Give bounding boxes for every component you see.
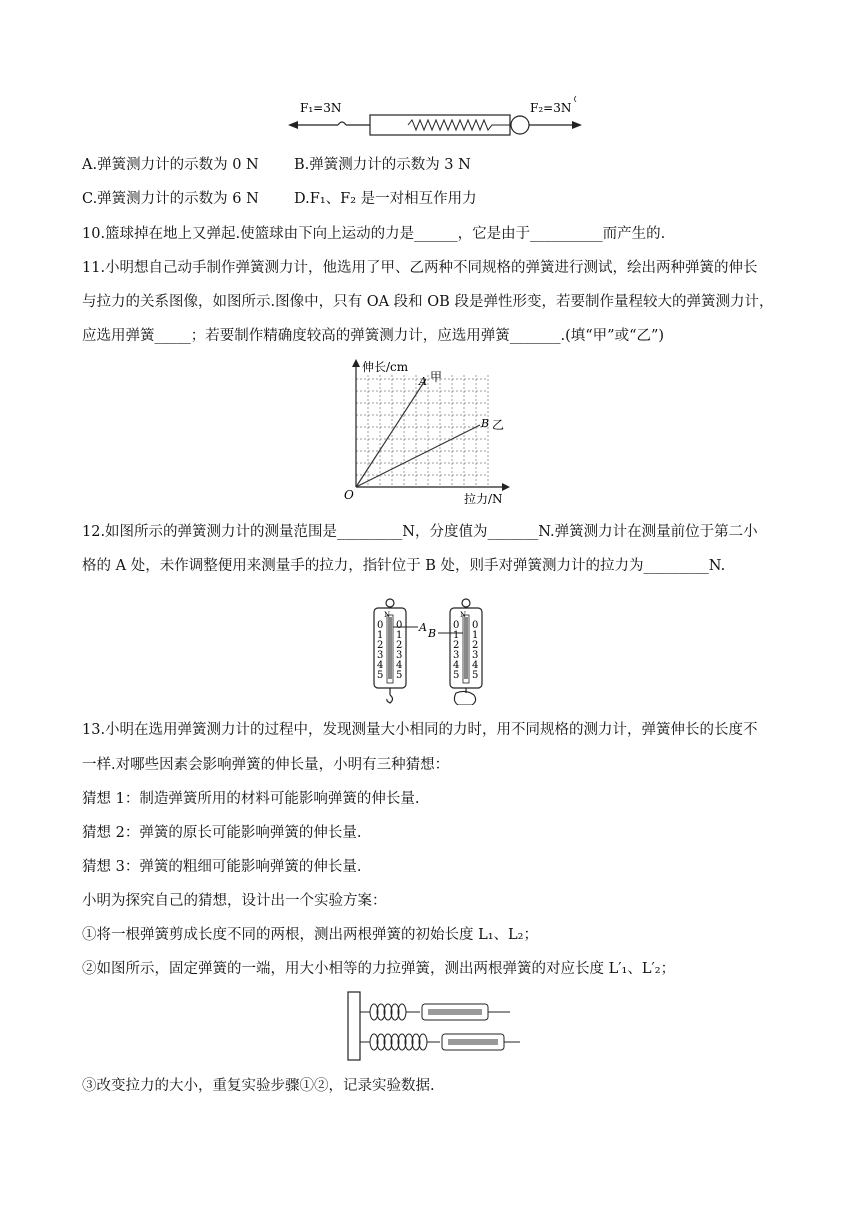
question-13-line2: 一样.对哪些因素会影响弹簧的伸长量，小明有三种猜想： bbox=[82, 757, 450, 773]
force-f1-label: F₁=3N bbox=[300, 101, 342, 115]
q9-options-row2 bbox=[82, 189, 477, 209]
q9-options-row1 bbox=[82, 155, 471, 175]
graph-xlabel: 拉力/N bbox=[464, 492, 503, 506]
right-tick-r1: 1 bbox=[472, 630, 479, 641]
left-unit: N bbox=[384, 611, 391, 619]
right-tick-r0: 0 bbox=[472, 620, 479, 631]
option-a[interactable]: A.弹簧测力计的示数为 0 N bbox=[82, 157, 259, 173]
question-11-line3: 应选用弹簧_____；若要制作精确度较高的弹簧测力计，应选用弹簧_______.(填“甲”或“乙”) bbox=[82, 328, 665, 344]
graph-label-jia: 甲 bbox=[430, 370, 443, 384]
pointer-b-label: B bbox=[428, 627, 437, 640]
right-tick-3: 3 bbox=[453, 650, 460, 661]
force-f2-label: F₂=3N bbox=[530, 101, 572, 115]
left-tick-1: 1 bbox=[377, 630, 384, 641]
guess-3: 猜想 3：弹簧的粗细可能影响弹簧的伸长量. bbox=[82, 859, 362, 875]
right-tick-5: 5 bbox=[453, 670, 460, 681]
left-tick-r5: 5 bbox=[396, 670, 403, 681]
left-tick-2: 2 bbox=[377, 640, 384, 651]
hand-icon bbox=[454, 691, 475, 705]
question-11-line1: 11.小明想自己动手制作弹簧测力计，他选用了甲、乙两种不同规格的弹簧进行测试，绘出两种弹簧的伸长 bbox=[82, 260, 758, 276]
question-13-line1: 13.小明在选用弹簧测力计的过程中，发现测量大小相同的力时，用不同规格的测力计，弹簧伸长的长度不 bbox=[82, 722, 758, 738]
extension-force-graph bbox=[340, 357, 520, 509]
step-2: ②如图所示，固定弹簧的一端，用大小相等的力拉弹簧，测出两根弹簧的对应长度 L′₁、L′₂； bbox=[82, 961, 676, 977]
right-tick-r4: 4 bbox=[472, 660, 479, 671]
left-tick-r3: 3 bbox=[396, 650, 403, 661]
left-tick-5: 5 bbox=[377, 670, 384, 681]
graph-origin: O bbox=[344, 488, 354, 502]
left-tick-4: 4 bbox=[377, 660, 384, 671]
plan-intro: 小明为探究自己的猜想，设计出一个实验方案： bbox=[82, 893, 387, 909]
right-tick-2: 2 bbox=[453, 640, 460, 651]
graph-label-yi: 乙 bbox=[492, 418, 505, 432]
left-tick-r2: 2 bbox=[396, 640, 403, 651]
right-tick-r3: 3 bbox=[472, 650, 479, 661]
right-tick-r5: 5 bbox=[472, 670, 479, 681]
question-11-line2: 与拉力的关系图像，如图所示.图像中，只有 OA 段和 OB 段是弹性形变，若要制作量程较大的弹簧测力计， bbox=[82, 294, 774, 310]
step-3: ③改变拉力的大小，重复实验步骤①②，记录实验数据. bbox=[82, 1078, 435, 1094]
right-tick-1: 1 bbox=[453, 630, 460, 641]
left-tick-r1: 1 bbox=[396, 630, 403, 641]
pointer-a-label: A bbox=[419, 621, 427, 634]
right-unit: N bbox=[460, 611, 467, 619]
two-springs-figure bbox=[344, 990, 524, 1062]
question-12-line1: 12.如图所示的弹簧测力计的测量范围是_________N，分度值为_______N.弹簧测力计在测量前位于第二小 bbox=[82, 524, 758, 540]
left-tick-0: 0 bbox=[377, 620, 384, 631]
graph-ylabel: 伸长/cm bbox=[362, 360, 409, 374]
option-d[interactable]: D.F₁、F₂ 是一对相互作用力 bbox=[294, 191, 477, 207]
right-tick-r2: 2 bbox=[472, 640, 479, 651]
graph-point-a: A bbox=[419, 375, 427, 388]
question-10: 10.篮球掉在地上又弹起.使篮球由下向上运动的力是______，它是由于__________而产生的. bbox=[82, 226, 666, 242]
right-tick-0: 0 bbox=[453, 620, 460, 631]
spring-scales-figure bbox=[360, 595, 500, 705]
spring-scale-forces-figure bbox=[280, 88, 590, 138]
guess-2: 猜想 2：弹簧的原长可能影响弹簧的伸长量. bbox=[82, 825, 362, 841]
left-tick-r0: 0 bbox=[396, 620, 403, 631]
option-c[interactable]: C.弹簧测力计的示数为 6 N bbox=[82, 191, 259, 207]
left-tick-3: 3 bbox=[377, 650, 384, 661]
guess-1: 猜想 1：制造弹簧所用的材料可能影响弹簧的伸长量. bbox=[82, 791, 420, 807]
line-yi bbox=[356, 425, 480, 487]
step-1: ①将一根弹簧剪成长度不同的两根，测出两根弹簧的初始长度 L₁、L₂； bbox=[82, 927, 538, 943]
graph-point-b: B bbox=[481, 417, 490, 430]
option-b[interactable]: B.弹簧测力计的示数为 3 N bbox=[293, 157, 471, 173]
right-tick-4: 4 bbox=[453, 660, 460, 671]
question-12-line2: 格的 A 处，未作调整便用来测量手的拉力，指针位于 B 处，则手对弹簧测力计的拉力为_________N. bbox=[82, 558, 726, 574]
line-jia bbox=[356, 379, 426, 487]
left-tick-r4: 4 bbox=[396, 660, 403, 671]
